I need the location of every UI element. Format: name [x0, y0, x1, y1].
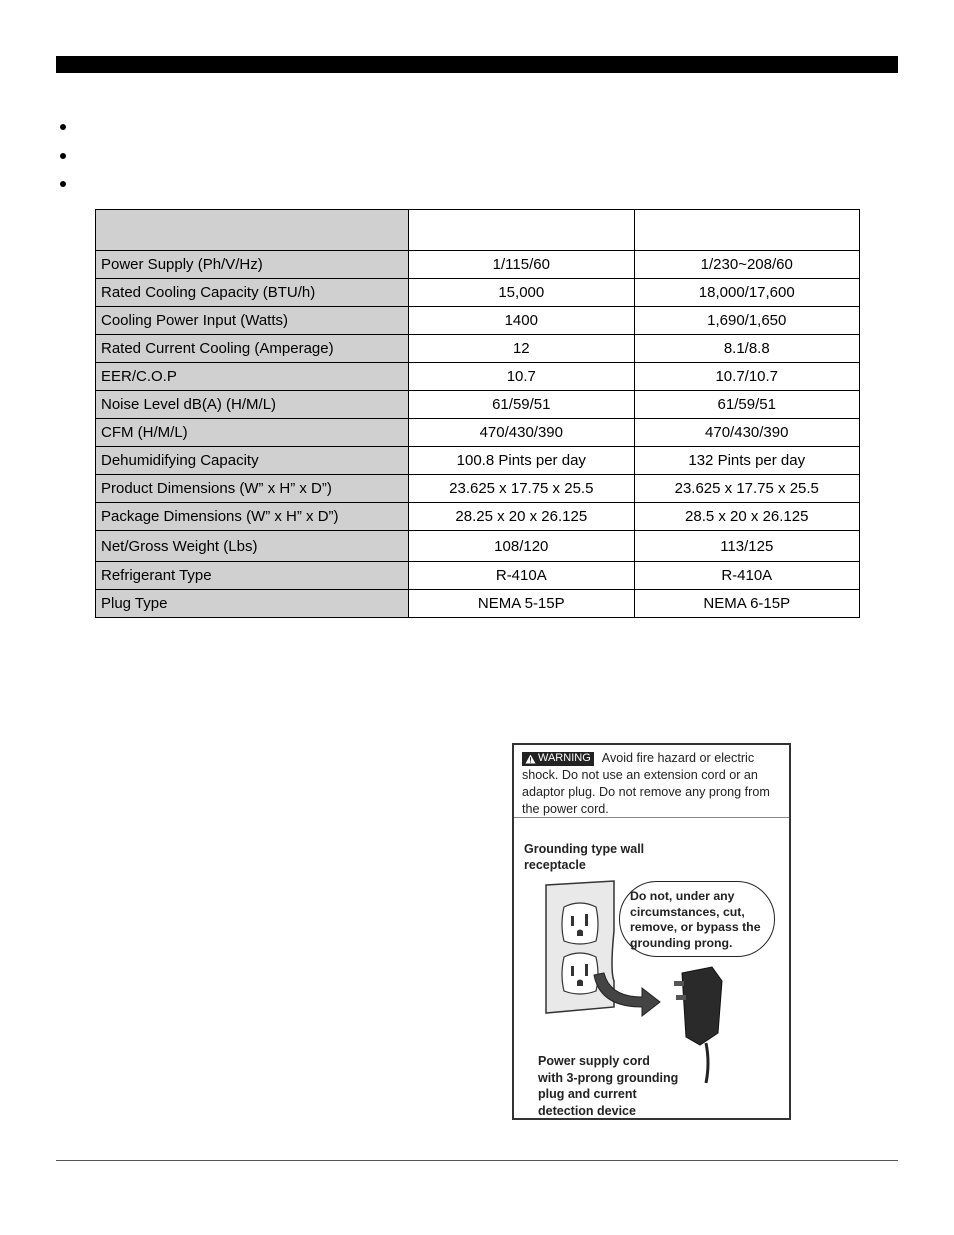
table-row [96, 562, 860, 590]
row-value-a: 108/120 [409, 531, 634, 562]
table-row [96, 307, 860, 335]
row-value-b: 1/230~208/60 [634, 251, 860, 279]
row-value-a: 470/430/390 [409, 419, 634, 447]
row-value-b: 23.625 x 17.75 x 25.5 [634, 475, 860, 503]
warning-text: Avoid fire hazard or electric shock. Do not use an extension cord or an adaptor plug. Do not remove any prong from the power cord. [522, 751, 770, 816]
header-cell [409, 210, 634, 251]
table-row [96, 447, 860, 475]
row-label: EER/C.O.P [96, 363, 409, 391]
row-label: Rated Current Cooling (Amperage) [96, 335, 409, 363]
row-value-a: 12 [409, 335, 634, 363]
warning-figure [512, 743, 791, 1120]
row-value-a: NEMA 5-15P [409, 590, 634, 618]
table-row [96, 475, 860, 503]
header-cell [634, 210, 860, 251]
row-label: Cooling Power Input (Watts) [96, 307, 409, 335]
header-cell [96, 210, 409, 251]
row-value-a: 1/115/60 [409, 251, 634, 279]
row-value-b: 18,000/17,600 [634, 279, 860, 307]
row-label: Dehumidifying Capacity [96, 447, 409, 475]
wall-receptacle-label: Grounding type wall receptacle [524, 842, 645, 872]
row-label: Power Supply (Ph/V/Hz) [96, 251, 409, 279]
row-value-b: 28.5 x 20 x 26.125 [634, 503, 860, 531]
row-label: Refrigerant Type [96, 562, 409, 590]
row-label: Rated Cooling Capacity (BTU/h) [96, 279, 409, 307]
power-cord-label: Power supply cord with 3-prong grounding plug and current detection device [538, 1054, 679, 1118]
table-row [96, 503, 860, 531]
row-value-a: 1400 [409, 307, 634, 335]
row-label: Product Dimensions (W” x H” x D”) [96, 475, 409, 503]
row-label: Noise Level dB(A) (H/M/L) [96, 391, 409, 419]
table-row [96, 590, 860, 618]
row-value-a: 23.625 x 17.75 x 25.5 [409, 475, 634, 503]
footer-rule [56, 1160, 898, 1161]
header-bar [56, 56, 898, 73]
grounding-prong-callout: Do not, under any circumstances, cut, remove, or bypass the grounding prong. [619, 881, 775, 957]
spec-table [95, 209, 860, 618]
table-row [96, 363, 860, 391]
row-value-a: R-410A [409, 562, 634, 590]
row-label: CFM (H/M/L) [96, 419, 409, 447]
row-value-b: 470/430/390 [634, 419, 860, 447]
row-value-b: R-410A [634, 562, 860, 590]
row-value-b: 10.7/10.7 [634, 363, 860, 391]
row-value-a: 100.8 Pints per day [409, 447, 634, 475]
table-header-row [96, 210, 860, 251]
row-value-b: 113/125 [634, 531, 860, 562]
row-value-a: 61/59/51 [409, 391, 634, 419]
row-label: Net/Gross Weight (Lbs) [96, 531, 409, 562]
table-row [96, 531, 860, 562]
row-value-b: 61/59/51 [634, 391, 860, 419]
row-value-a: 28.25 x 20 x 26.125 [409, 503, 634, 531]
table-row [96, 251, 860, 279]
row-value-b: NEMA 6-15P [634, 590, 860, 618]
row-label: Plug Type [96, 590, 409, 618]
table-row [96, 419, 860, 447]
row-value-a: 10.7 [409, 363, 634, 391]
warning-badge-label: WARNING [538, 752, 591, 765]
row-label: Package Dimensions (W” x H” x D”) [96, 503, 409, 531]
row-value-b: 8.1/8.8 [634, 335, 860, 363]
row-value-b: 1,690/1,650 [634, 307, 860, 335]
table-row [96, 391, 860, 419]
row-value-a: 15,000 [409, 279, 634, 307]
table-row [96, 279, 860, 307]
table-row [96, 335, 860, 363]
row-value-b: 132 Pints per day [634, 447, 860, 475]
